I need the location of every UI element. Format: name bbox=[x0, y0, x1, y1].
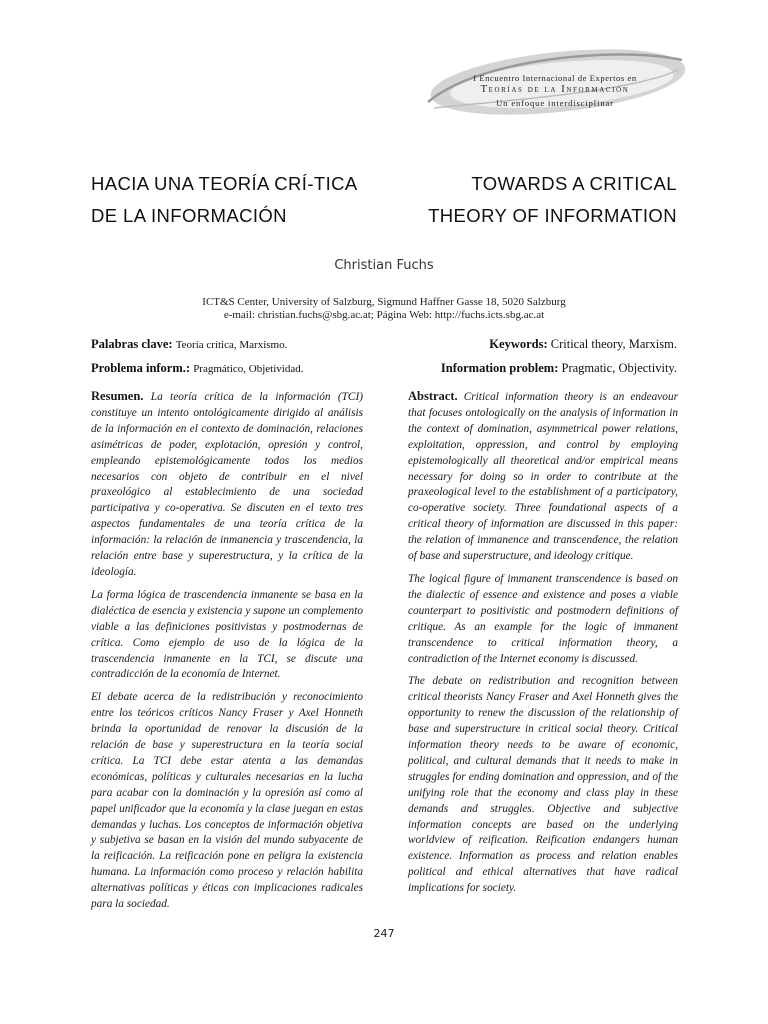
banner-line-3: Un enfoque interdisciplinar bbox=[496, 98, 614, 108]
keywords-es-value: Teoría crítica, Marxismo. bbox=[175, 339, 288, 351]
affiliation-contact: e-mail: christian.fuchs@sbg.ac.at; Página Web: http://fuchs.icts.sbg.ac.at bbox=[223, 309, 545, 321]
title-spanish: HACIA UNA TEORÍA CRÍ-TICA DE LA INFORMACIÓN bbox=[91, 173, 357, 226]
problem-es-label: Problema inform.: bbox=[91, 361, 191, 375]
keywords-es-label: Palabras clave: bbox=[91, 337, 173, 351]
resumen-paragraph-1 bbox=[91, 389, 363, 581]
banner-line-2: Teorías de la Información bbox=[480, 84, 630, 95]
banner-line-1: I Encuentro Internacional de Expertos en bbox=[473, 73, 637, 83]
abstract-text-1: Critical information theory is an endeavour that focuses ontologically on the analysis of information in the context of domination, asymmetrical power relations, exploitation, oppression, and control by employing epistemologically all theoretical and/or empirical means necessary for doing so in order to contribute at the praxeological level to the establishment of a participatory, co-operative society. Three foundational aspects of a critical theory of information are discussed in this paper: the relation of immanence and transcendence, the relation of base and superstructure, and ideology critique. bbox=[408, 391, 679, 563]
affiliation bbox=[0, 296, 768, 322]
problem-en-label: Information problem: bbox=[440, 361, 559, 375]
resumen-paragraph-2: La forma lógica de trascendencia inmanente se basa en la dialéctica de esencia y existencia y supone un complemento viable a las definiciones positivistas y postmodernas de crítica. Como ejemplo de uso de la lógica de la trascendencia inmanente en la TCI, se discute una contradicción de la economía de Internet. bbox=[91, 588, 363, 681]
abstract-lead: Abstract. bbox=[408, 389, 458, 403]
resumen-paragraph-3: El debate acerca de la redistribución y reconocimiento entre los teóricos críticos Nancy Fraser y Axel Honneth brinda la oportunidad de renovar la discusión de la relación de base y superestructura en la teoría social crítica. La TCI debe estar atenta a las demandas económicas, políticas y culturales necesarias en la lucha para acabar con la dominación y la opresión así como al papel unificador que la economía y la clase juegan en estas demandas y luchas. Los conceptos de información objetiva y subjetiva se basan en la visión del mundo subyacente de la reificación. La reificación pone en peligra la existencia humana. La información como proceso y relación habilita alternativas políticas y éticas con implicaciones radicales para la sociedad. bbox=[91, 691, 363, 911]
keywords-en-label: Keywords: bbox=[489, 337, 548, 351]
conference-banner bbox=[420, 40, 690, 120]
keywords-en bbox=[489, 337, 677, 352]
resumen-lead: Resumen. bbox=[91, 389, 144, 403]
abstract-paragraph-1 bbox=[408, 389, 678, 565]
problem-en bbox=[441, 361, 677, 376]
abstract-column bbox=[408, 389, 678, 904]
abstract-paragraph-3: The debate on redistribution and recognition between critical theorists Nancy Fraser and Axel Honneth gives the opportunity to renew the discussion of the relationship of base and superstructure in critical social theory. Critical information theory needs to be aware of economic, political, and cultural demands that it needs to make in struggles for ending domination and oppression, and of the unifying role that the economy and class play in these demands and struggles. Objective and subjective information concepts are based on the underlying worldview of reification. Reification endangers human existence. Information as process and relation enables political and ethical alternatives that have radical implications for society. bbox=[408, 675, 678, 895]
problem-en-value: Pragmatic, Objectivity. bbox=[561, 361, 677, 375]
keywords-en-value: Critical theory, Marxism. bbox=[550, 337, 677, 351]
resumen-column bbox=[91, 389, 363, 920]
author-name: Christian Fuchs bbox=[334, 258, 434, 273]
problem-es-value: Pragmático, Objetividad. bbox=[193, 363, 304, 375]
resumen-text-1: La teoría crítica de la información (TCI) constituye un intento ontológicamente dirigido al análisis de la información en el contexto de dominación, relaciones asimétricas de poder, explotación, opresión y control, empleando epistemológicamente todos los medios necesarios con objeto de contribuir en el nivel praxeológico al establecimiento de una sociedad participativa y co-operativa. Se discuten en el texto tres aspectos fundamentales de una teoría crítica de la información: la relación de inmanencia y trascendencia, la relación entre base y superestructura, y la crítica de la ideología. bbox=[91, 391, 363, 578]
affiliation-address: ICT&S Center, University of Salzburg, Sigmund Haffner Gasse 18, 5020 Salzburg bbox=[202, 296, 566, 308]
abstract-paragraph-2: The logical figure of immanent transcendence is based on the dialectic of essence and existence and poses a viable counterpart to positivistic and postmodern definitions of critique. As an example for the logic of immanent transcendence to critical information theory, a contradiction of the Internet economy is discussed. bbox=[408, 572, 678, 665]
title-english: TOWARDS A CRITICAL THEORY OF INFORMATION bbox=[428, 173, 677, 226]
problem-es bbox=[91, 361, 303, 376]
keywords-es bbox=[91, 337, 287, 352]
page-number: 247 bbox=[373, 927, 395, 940]
